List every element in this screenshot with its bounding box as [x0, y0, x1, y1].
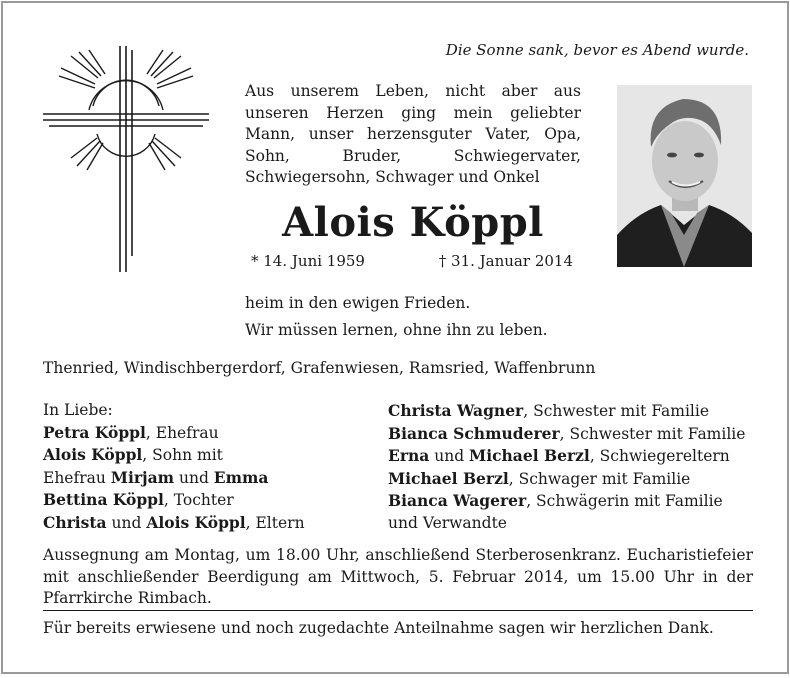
mourner-line	[43, 489, 305, 512]
death-date: † 31. Januar 2014	[438, 252, 573, 270]
mourner-name: Michael Berzl	[388, 468, 509, 488]
mourners-left-column	[43, 400, 305, 534]
mourner-relation: , Eltern	[245, 513, 305, 532]
motto: Die Sonne sank, bevor es Abend wurde.	[445, 41, 749, 59]
mourner-conjunction: und	[429, 447, 470, 465]
mourners-heading: In Liebe:	[43, 401, 113, 419]
mourner-name: Erna	[388, 446, 430, 465]
mourner-name: Christa Wagner	[388, 401, 524, 420]
divider	[43, 610, 753, 611]
mourner-line: und Verwandte	[388, 513, 507, 532]
mourner-line	[43, 512, 305, 535]
mourner-conjunction: und	[174, 468, 214, 487]
mourner-name: Christa	[43, 512, 107, 532]
mourner-line	[388, 490, 745, 513]
mourner-name: Bianca Schmuderer	[388, 423, 560, 443]
funeral-details: Aussegnung am Montag, um 18.00 Uhr, anschließend Sterberosenkranz. Eucharistiefeier mit anschließender Beerdigung am Mittwoch, 5. Februar 2014, um 15.00 Uhr in der Pfarrkirche Rimbach.	[43, 546, 753, 607]
mourner-relation: , Sohn mit	[142, 446, 223, 464]
mourner-name: Alois Köppl	[146, 512, 246, 532]
thanks-line: Für bereits erwiesene und noch zugedachte Anteilnahme sagen wir herzlichen Dank.	[43, 619, 714, 637]
mourner-line	[388, 468, 745, 491]
mourners-right-column	[388, 400, 745, 534]
mourner-line	[43, 444, 305, 467]
deceased-name: Alois Köppl	[282, 199, 544, 246]
closing-lines	[245, 290, 548, 344]
birth-date: * 14. Juni 1959	[251, 252, 365, 270]
mourner-line	[43, 467, 305, 490]
mourner-relation: , Schwägerin mit Familie	[526, 492, 723, 510]
mourner-name: Mirjam	[110, 467, 175, 487]
mourner-name: Bettina Köppl	[43, 490, 164, 509]
mourner-name: Emma	[213, 467, 269, 487]
mourner-relation: , Tochter	[163, 491, 234, 509]
mourner-name: Petra Köppl	[43, 422, 146, 442]
obituary-notice	[1, 1, 789, 674]
places-line: Thenried, Windischbergerdorf, Grafenwiesen, Ramsried, Waffenbrunn	[43, 359, 596, 377]
mourner-conjunction: und	[106, 513, 147, 532]
mourner-relation: , Ehefrau	[145, 423, 219, 442]
mourner-line	[388, 445, 745, 468]
learn-line: Wir müssen lernen, ohne ihn zu leben.	[245, 321, 548, 339]
mourner-line	[388, 423, 745, 446]
mourner-name: Bianca Wagerer	[388, 491, 527, 510]
peace-line: heim in den ewigen Frieden.	[245, 294, 471, 312]
mourner-line	[388, 400, 745, 423]
mourner-line	[43, 422, 305, 445]
mourner-relation: , Schwiegereltern	[589, 447, 730, 465]
mourner-relation: , Schwester mit Familie	[559, 424, 746, 443]
mourner-name: Alois Köppl	[43, 445, 143, 464]
intro-text: Aus unserem Leben, nicht aber aus unseren Herzen ging mein geliebter Mann, unser herzensguter Vater, Opa, Sohn, Bruder, Schwiegervater, Schwiegersohn, Schwager und Onkel	[245, 82, 581, 186]
cross-sunrise-icon	[43, 46, 209, 272]
mourner-relation: , Schwager mit Familie	[508, 469, 691, 488]
mourner-relation: Ehefrau	[43, 468, 111, 487]
portrait-photo	[617, 85, 752, 267]
mourner-relation: , Schwester mit Familie	[523, 402, 709, 420]
mourner-name: Michael Berzl	[469, 446, 590, 465]
